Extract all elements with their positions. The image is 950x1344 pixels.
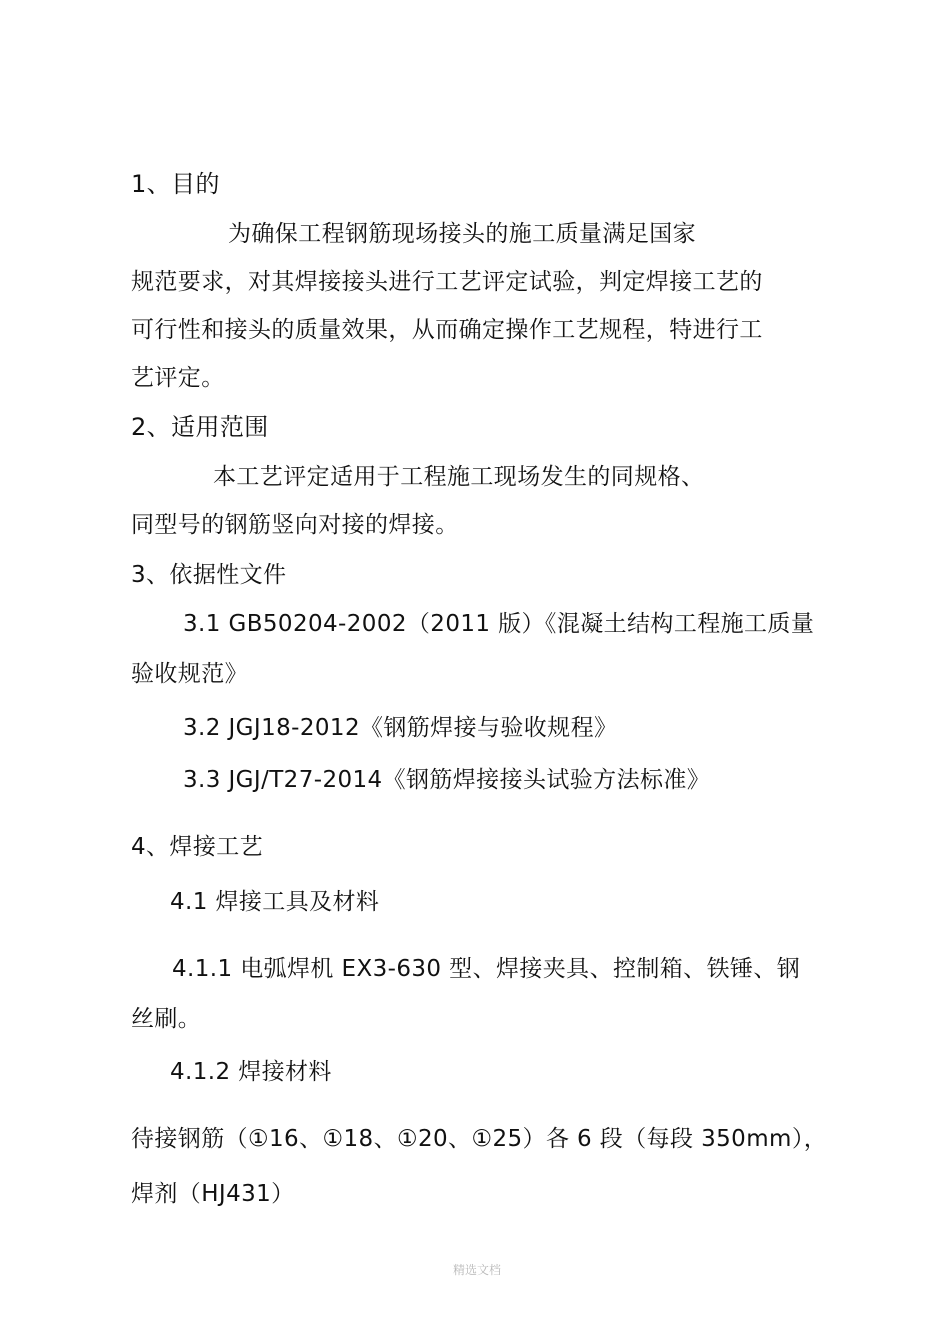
reference-3-2: 3.2 JGJ18-2012《钢筋焊接与验收规程》 xyxy=(183,715,618,741)
section-2-line-2: 同型号的钢筋竖向对接的焊接。 xyxy=(131,512,459,538)
materials-line-2: 焊剂（HJ431） xyxy=(131,1181,295,1207)
subsection-4-1-1-line-2: 丝刷。 xyxy=(131,1006,202,1032)
section-1-line-4: 艺评定。 xyxy=(131,365,225,391)
reference-3-3: 3.3 JGJ/T27-2014《钢筋焊接接头试验方法标准》 xyxy=(183,767,711,793)
subsection-4-1-2: 4.1.2 焊接材料 xyxy=(170,1059,332,1085)
footer-watermark: 精选文档 xyxy=(453,1263,502,1277)
section-2-line-1: 本工艺评定适用于工程施工现场发生的同规格、 xyxy=(213,464,705,490)
section-1-line-3: 可行性和接头的质量效果，从而确定操作工艺规程，特进行工 xyxy=(131,317,763,343)
subsection-4-1: 4.1 焊接工具及材料 xyxy=(170,889,380,915)
section-2-heading: 2、适用范围 xyxy=(131,413,269,441)
section-1-heading: 1、目的 xyxy=(131,170,220,198)
subsection-4-1-1-line-1: 4.1.1 电弧焊机 EX3-630 型、焊接夹具、控制箱、铁锤、钢 xyxy=(172,956,801,982)
section-1-line-1: 为确保工程钢筋现场接头的施工质量满足国家 xyxy=(228,221,696,247)
reference-3-1-line-1: 3.1 GB50204-2002（2011 版）《混凝土结构工程施工质量 xyxy=(183,611,815,637)
section-3-heading: 3、依据性文件 xyxy=(131,562,287,588)
reference-3-1-line-2: 验收规范》 xyxy=(131,661,248,687)
section-4-heading: 4、焊接工艺 xyxy=(131,834,264,860)
section-1-line-2: 规范要求，对其焊接接头进行工艺评定试验，判定焊接工艺的 xyxy=(131,269,763,295)
materials-line-1: 待接钢筋（①16、①18、①20、①25）各 6 段（每段 350mm）， xyxy=(131,1126,828,1152)
